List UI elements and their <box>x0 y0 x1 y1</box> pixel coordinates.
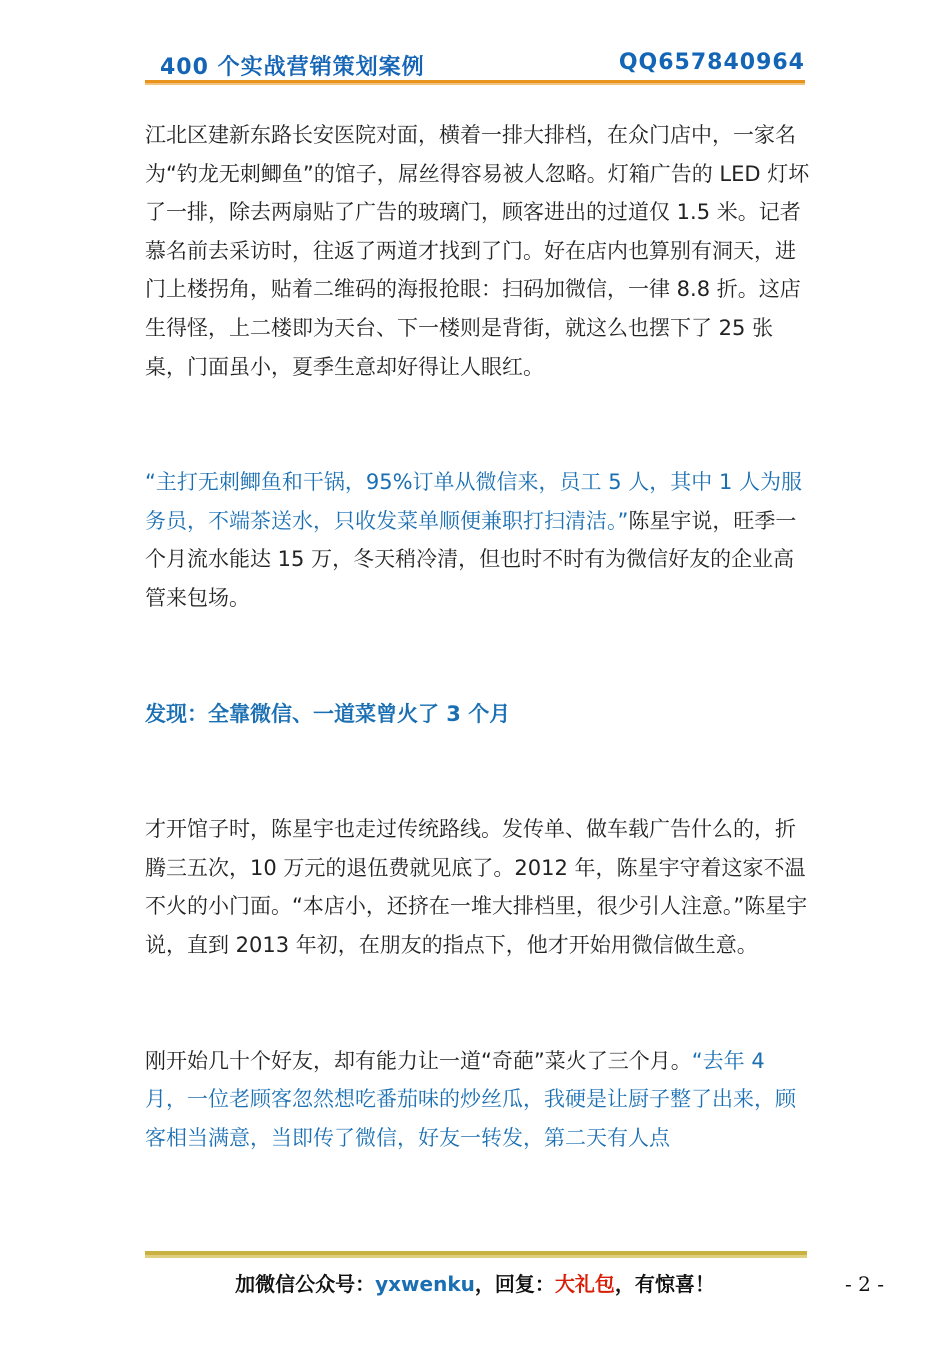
footer-account: yxwenku <box>375 1272 475 1296</box>
header-divider <box>145 80 805 85</box>
paragraph-text: 刚开始几十个好友，却有能力让一道“奇葩”菜火了三个月。 <box>145 1048 692 1073</box>
footer-keyword: 大礼包 <box>554 1272 615 1296</box>
footer-divider <box>145 1251 807 1258</box>
paragraph-1: 江北区建新东路长安医院对面，横着一排大排档，在众门店中，一家名为“钓龙无刺鲫鱼”的馆子，屌丝得容易被人忽略。灯箱广告的 LED 灯坏了一排，除去两扇贴了广告的玻璃门，顾客进出的过道仅 1.5 米。记者慕名前去采访时，往返了两道才找到了门。好在店内也算别有洞天，进门上楼拐角，贴着二维码的海报抢眼：扫码加微信，一律 8.8 折。这店生得怪，上二楼即为天台、下一楼则是背街，就这么也摆下了 25 张桌，门面虽小，夏季生意却好得让人眼红。 <box>145 123 810 379</box>
quote-text: “主打无刺鲫鱼和干锅，95%订单从微信来，员工 5 人，其中 1 人为服务员，不端茶送水，只收发菜单顺便兼职打扫清洁。” <box>145 470 802 533</box>
paragraph-text: 陈星宇说，旺季一个月流水能达 15 万，冬天稍冷清，但也时不时有为微信好友的企业高管来包场。 <box>145 508 797 610</box>
footer-promo <box>0 1268 950 1297</box>
footer-text: ，回复： <box>474 1272 555 1296</box>
quote-text: “去年 4 月，一位老顾客忽然想吃番茄味的炒丝瓜，我硬是让厨子整了出来，顾客相当满意，当即传了微信，好友一转发，第二天有人点 <box>145 1048 796 1150</box>
page-number: - 2 - <box>845 1272 884 1296</box>
header-title: 400 个实战营销策划案例 <box>160 55 425 80</box>
footer-text: ，有惊喜！ <box>614 1272 715 1296</box>
footer-text: 加微信公众号： <box>235 1272 376 1296</box>
paragraph-2 <box>145 463 810 617</box>
header-qq: QQ657840964 <box>618 50 805 75</box>
section-heading: 发现：全靠微信、一道菜曾火了 3 个月 <box>145 701 511 726</box>
paragraph-4 <box>145 1042 810 1158</box>
article-body <box>145 116 810 1157</box>
paragraph-3: 才开馆子时，陈星宇也走过传统路线。发传单、做车载广告什么的，折腾三五次，10 万元的退伍费就见底了。2012 年，陈星宇守着这家不温不火的小门面。“本店小，还挤在一堆大排档里，很少引人注意。”陈星宇说，直到 2013 年初，在朋友的指点下，他才开始用微信做生意。 <box>145 817 808 957</box>
